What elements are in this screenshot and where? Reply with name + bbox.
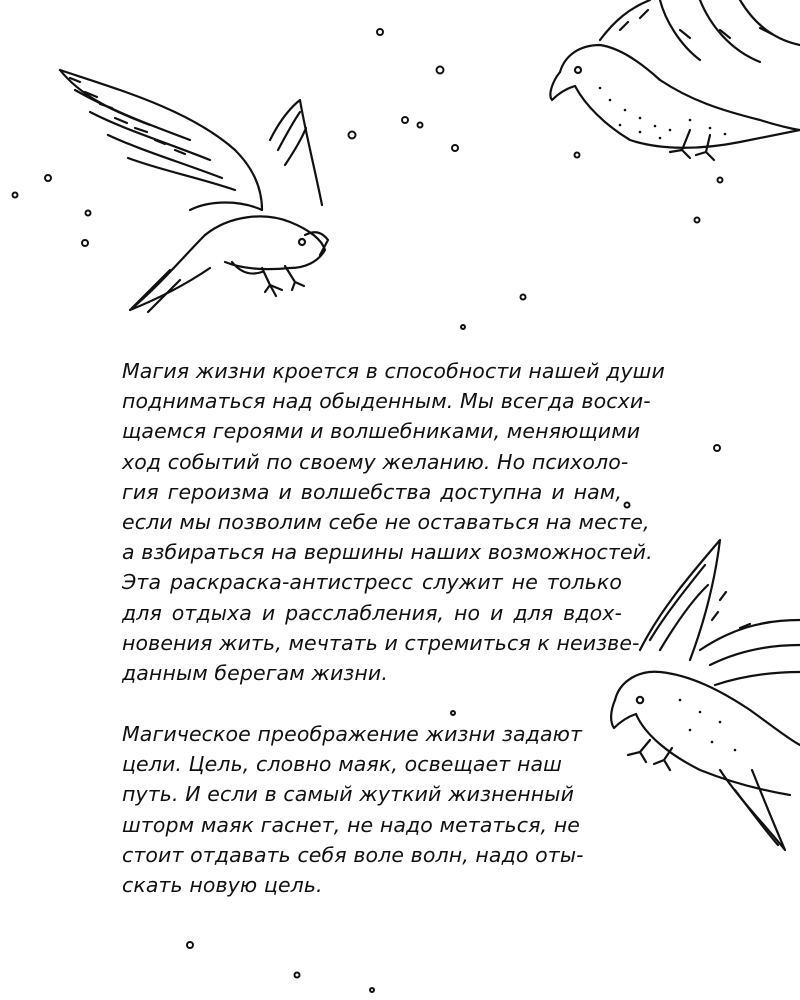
text-line: Магия жизни кроется в способности нашей души xyxy=(122,359,665,383)
text-line: данным берегам жизни. xyxy=(122,661,388,686)
text-line: если мы позволим себе не оставаться на месте, xyxy=(122,510,650,535)
text-line: щаемся героями и волшебниками, меняющими xyxy=(122,419,641,444)
bird-right-middle-illustration xyxy=(611,540,800,850)
text-line: а взбираться на вершины наших возможностей. xyxy=(122,540,653,565)
text-line: Магическое преображение жизни задают xyxy=(122,722,583,746)
text-line: цели. Цель, словно маяк, освещает наш xyxy=(122,752,562,777)
paragraph-2 xyxy=(122,719,584,900)
bird-top-left-illustration xyxy=(60,70,328,312)
text-line: шторм маяк гаснет, не надо метаться, не xyxy=(122,812,580,837)
text-line: новения жить, мечтать и стремиться к неизве- xyxy=(122,630,640,655)
text-line: подниматься над обыденным. Мы всегда восхи- xyxy=(122,389,651,414)
text-line: стоит отдавать себя воле волн, надо оты- xyxy=(122,842,584,867)
text-line: Эта раскраска-антистресс служит не только xyxy=(122,570,622,595)
text-line: для отдыха и расслабления, но и для вдох- xyxy=(122,600,622,625)
paragraph-1 xyxy=(122,356,665,688)
text-line: путь. И если в самый жуткий жизненный xyxy=(122,782,574,807)
text-line: ход событий по своему желанию. Но психоло- xyxy=(122,449,629,474)
text-line: гия героизма и волшебства доступна и нам, xyxy=(122,479,622,504)
text-line: скать новую цель. xyxy=(122,873,323,898)
bird-top-right-illustration xyxy=(550,0,800,160)
